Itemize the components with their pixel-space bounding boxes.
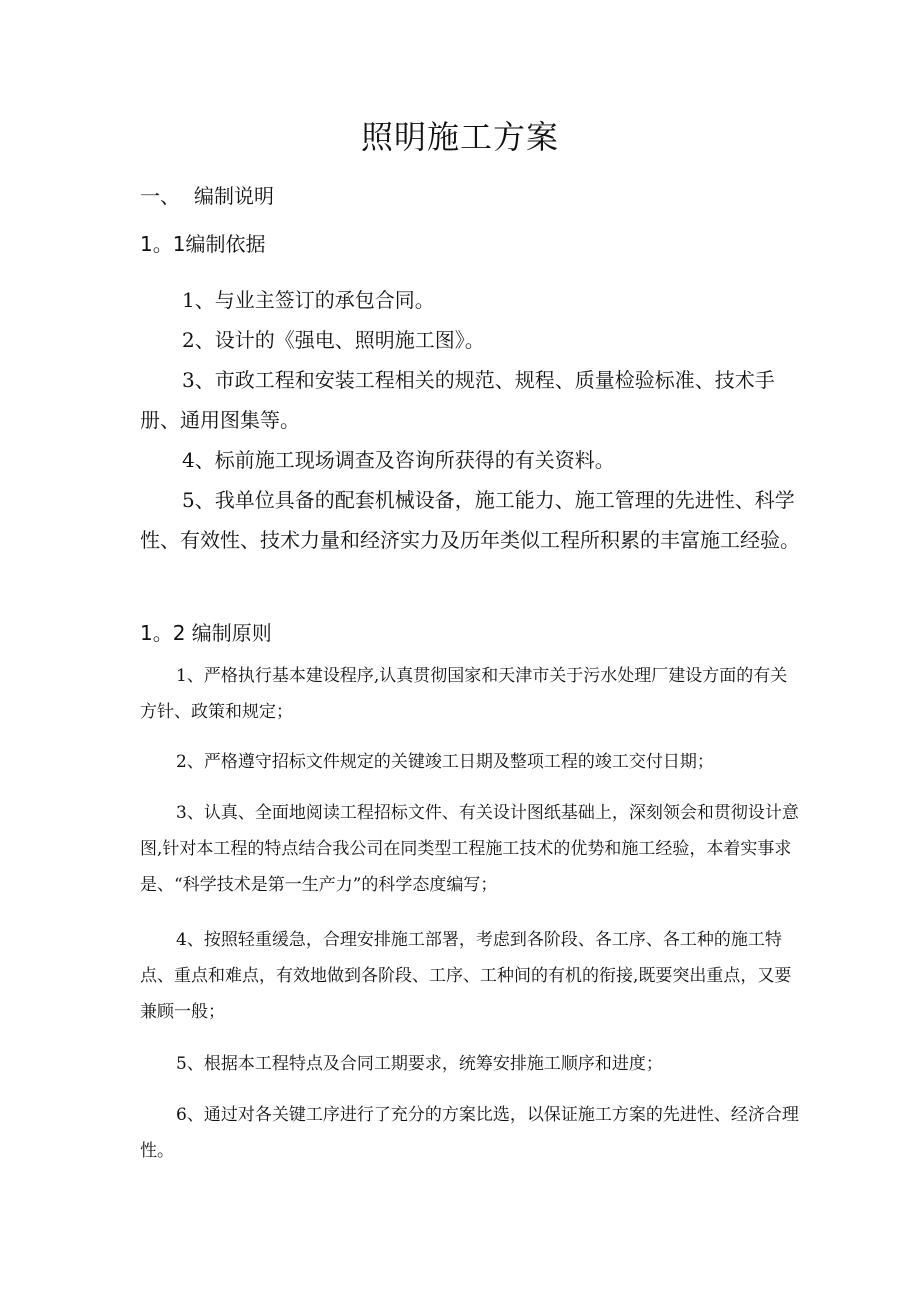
basis-item: 2、设计的《强电、照明施工图》。	[182, 328, 485, 352]
section-heading	[140, 180, 274, 209]
subsection-heading-basis: 1。1编制依据	[140, 232, 266, 256]
principle-item: 1、严格执行基本建设程序,认真贯彻国家和天津市关于污水处理厂建设方面的有关方针、政策和规定；	[140, 666, 788, 722]
document-title: 照明施工方案	[360, 118, 559, 156]
section-heading-text: 编制说明	[194, 184, 274, 208]
principle-item: 5、根据本工程特点及合同工期要求，统筹安排施工顺序和进度；	[176, 1054, 663, 1074]
principle-item: 3、认真、全面地阅读工程招标文件、有关设计图纸基础上，深刻领会和贯彻设计意图,针对本工程的特点结合我公司在同类型工程施工技术的优势和施工经验，本着实事求是、“科学技术是第一生产力”的科学态度编写；	[140, 803, 799, 895]
subsection-heading-principles: 1。2 编制原则	[140, 621, 272, 645]
principle-item: 6、通过对各关键工序进行了充分的方案比选，以保证施工方案的先进性、经济合理性。	[140, 1105, 799, 1161]
principle-item: 2、严格遵守招标文件规定的关键竣工日期及整项工程的竣工交付日期；	[176, 752, 714, 772]
principle-item: 4、按照轻重缓急，合理安排施工部署，考虑到各阶段、各工序、各工种的施工特点、重点和难点，有效地做到各阶段、工序、工种间的有机的衔接,既要突出重点，又要兼顾一般；	[140, 930, 792, 1022]
section-number: 一、	[140, 184, 180, 208]
basis-item: 3、市政工程和安装工程相关的规范、规程、质量检验标准、技术手册、通用图集等。	[140, 368, 775, 432]
basis-item: 1、与业主签订的承包合同。	[182, 288, 435, 312]
basis-item: 5、我单位具备的配套机械设备，施工能力、施工管理的先进性、科学性、有效性、技术力量和经济实力及历年类似工程所积累的丰富施工经验。	[140, 488, 800, 552]
basis-item: 4、标前施工现场调查及咨询所获得的有关资料。	[182, 448, 615, 472]
